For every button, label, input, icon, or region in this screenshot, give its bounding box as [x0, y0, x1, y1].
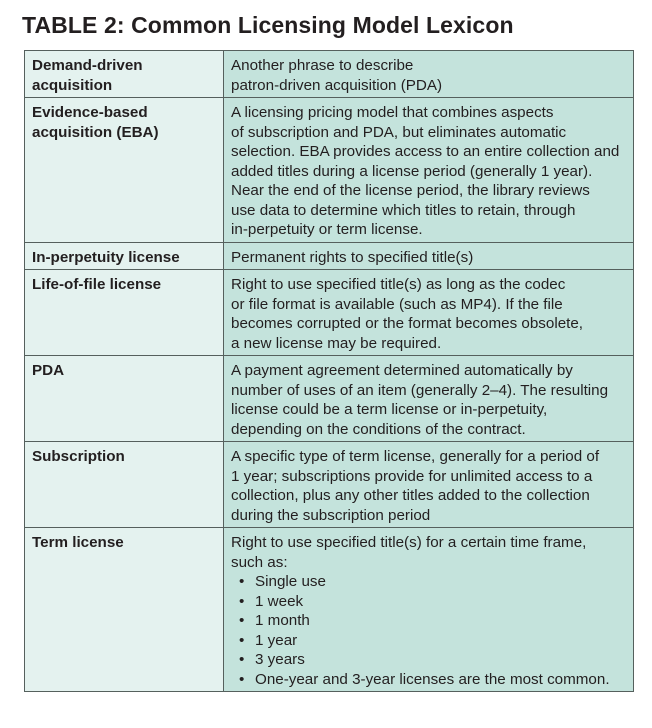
definition-cell	[224, 51, 634, 98]
table-row	[25, 98, 634, 243]
table-row	[25, 270, 634, 356]
definition-cell	[224, 270, 634, 356]
term-cell	[25, 356, 224, 442]
term-label: PDA	[32, 362, 65, 379]
bullet-item: • 3 years	[249, 650, 626, 670]
table-row	[25, 356, 634, 442]
bullet-item: • 1 month	[249, 611, 626, 631]
bullet-item: • 1 week	[249, 592, 626, 612]
definition-text: Right to use specified title(s) for a certain time frame, such as:	[231, 534, 587, 571]
term-cell	[25, 528, 224, 692]
definition-text: Another phrase to describe patron-driven acquisition (PDA)	[231, 57, 443, 94]
definition-cell	[224, 98, 634, 243]
term-cell	[25, 270, 224, 356]
table-row	[25, 51, 634, 98]
table-row	[25, 528, 634, 692]
term-cell	[25, 242, 224, 270]
definition-text: Right to use specified title(s) as long as the codec or file format is available (such as MP4). If the file becomes corrupted or the format becomes obsolete, a new license may be required.	[231, 276, 584, 352]
term-label: Evidence-based acquisition (EBA)	[32, 104, 159, 141]
definition-text: A payment agreement determined automatically by number of uses of an item (generally 2–4). The resulting license could be a term license or in-perpetuity, depending on the conditions of the contract.	[231, 362, 609, 438]
definition-cell	[224, 356, 634, 442]
term-label: In-perpetuity license	[32, 248, 180, 266]
lexicon-table	[24, 50, 634, 692]
term-cell	[25, 442, 224, 528]
table-title: TABLE 2: Common Licensing Model Lexicon	[22, 12, 514, 38]
bullet-list	[231, 572, 626, 689]
term-label: Term license	[32, 534, 124, 551]
term-label: Subscription	[32, 448, 125, 465]
term-label: Demand-driven acquisition	[32, 57, 143, 94]
definition-text: Permanent rights to specified title(s)	[231, 248, 474, 266]
bullet-item: • One-year and 3-year licenses are the most common.	[249, 670, 626, 690]
bullet-item: • 1 year	[249, 631, 626, 651]
table-row	[25, 242, 634, 270]
definition-text: A licensing pricing model that combines aspects of subscription and PDA, but eliminates automatic selection. EBA provides access to an entire collection and added titles during a license period (generally 1 year). Near the end of the license period, the library reviews use data to determine which titles to retain, through in-perpetuity or term license.	[231, 104, 620, 238]
definition-cell	[224, 242, 634, 270]
definition-cell	[224, 528, 634, 692]
term-cell	[25, 51, 224, 98]
bullet-item: • Single use	[249, 572, 626, 592]
term-label: Life-of-file license	[32, 276, 162, 293]
definition-cell	[224, 442, 634, 528]
term-cell	[25, 98, 224, 243]
definition-text: A specific type of term license, generally for a period of 1 year; subscriptions provide for unlimited access to a collection, plus any other titles added to the collection during the subscription period	[231, 448, 600, 524]
table-row	[25, 442, 634, 528]
